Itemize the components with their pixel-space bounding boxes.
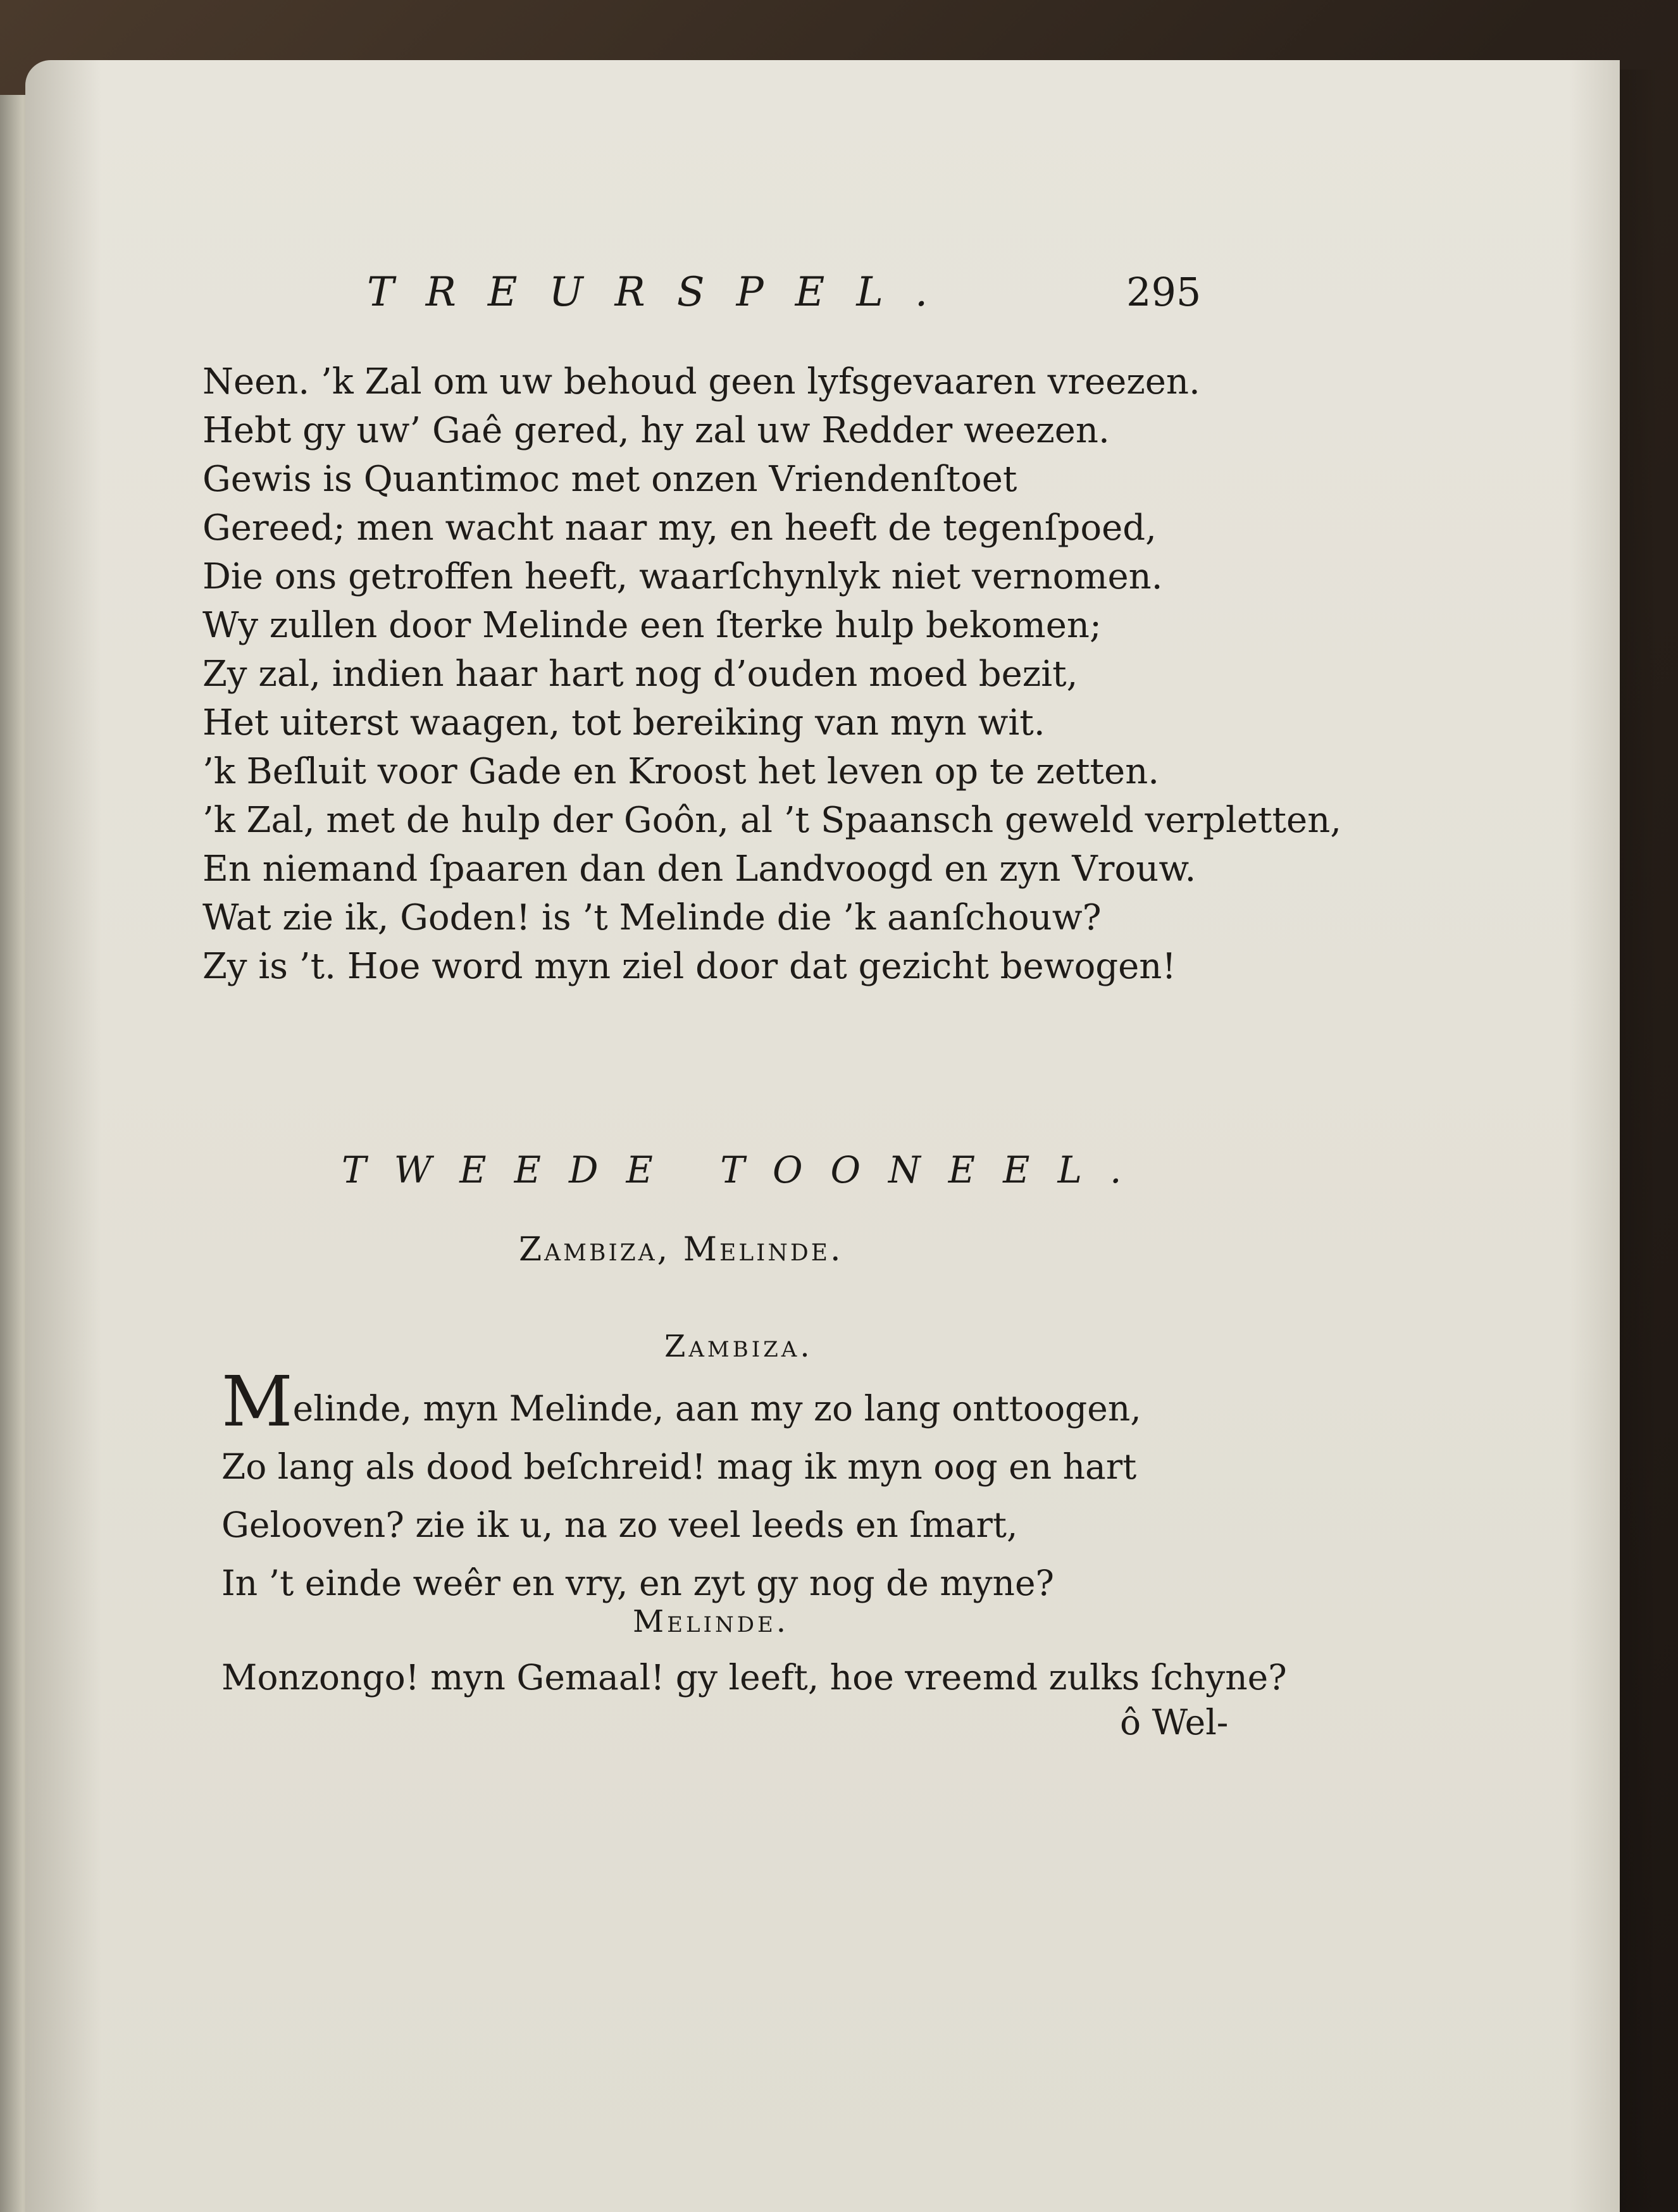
scene-heading: TWEEDE TOONEEL. <box>342 1148 1150 1191</box>
verse-line: Het uiterst waagen, tot bereiking van myn wit. <box>202 702 1045 743</box>
speech-line: Gelooven? zie ik u, na zo veel leeds en ſmart, <box>221 1505 1018 1545</box>
verse-line: Die ons getroffen heeft, waarſchynlyk niet vernomen. <box>202 556 1163 597</box>
verse-line: ’k Zal, met de hulp der Goôn, al ’t Spaansch geweld verpletten, <box>202 800 1342 841</box>
book-page <box>25 60 1620 2212</box>
speech-line: In ’t einde weêr en vry, en zyt gy nog de myne? <box>221 1563 1054 1603</box>
catchword: ô Wel- <box>1120 1702 1229 1743</box>
verse-line: Wat zie ik, Goden! is ’t Melinde die ’k aanſchouw? <box>202 897 1102 938</box>
speech-line-text: elinde, myn Melinde, aan my zo lang onttoogen, <box>292 1388 1141 1429</box>
page-number: 295 <box>1126 269 1202 315</box>
verse-line: En niemand ſpaaren dan den Landvoogd en zyn Vrouw. <box>202 848 1196 890</box>
verse-line: Gewis is Quantimoc met onzen Vriendenſtoet <box>202 459 1017 500</box>
speaker-name: Zambiza. <box>664 1329 813 1364</box>
drop-cap: M <box>221 1361 293 1442</box>
verse-line: Gereed; men wacht naar my, en heeft de tegenſpoed, <box>202 507 1157 549</box>
verse-line: Zy is ’t. Hoe word myn ziel door dat gezicht bewogen! <box>202 946 1176 987</box>
speech-line <box>221 1361 1360 1442</box>
cast-list: Zambiza, Melinde. <box>519 1231 843 1269</box>
verse-line: Hebt gy uw’ Gaê gered, hy zal uw Redder weezen. <box>202 410 1110 451</box>
speaker-name: Melinde. <box>633 1604 790 1639</box>
speech-line: Zo lang als dood beſchreid! mag ik myn oog en hart <box>221 1446 1137 1487</box>
speech-block <box>221 1361 1360 1612</box>
verse-block <box>202 357 1341 991</box>
speech-line: Monzongo! myn Gemaal! gy leeft, hoe vreemd zulks ſchyne? <box>221 1657 1287 1698</box>
running-head: TREURSPEL. <box>367 269 960 316</box>
verse-line: Neen. ’k Zal om uw behoud geen lyfsgevaaren vreezen. <box>202 361 1200 402</box>
speech-block <box>221 1648 1360 1706</box>
verse-line: ’k Beſluit voor Gade en Kroost het leven op te zetten. <box>202 751 1160 792</box>
verse-line: Wy zullen door Melinde een ſterke hulp bekomen; <box>202 605 1102 646</box>
verse-line: Zy zal, indien haar hart nog d’ouden moed bezit, <box>202 654 1078 695</box>
